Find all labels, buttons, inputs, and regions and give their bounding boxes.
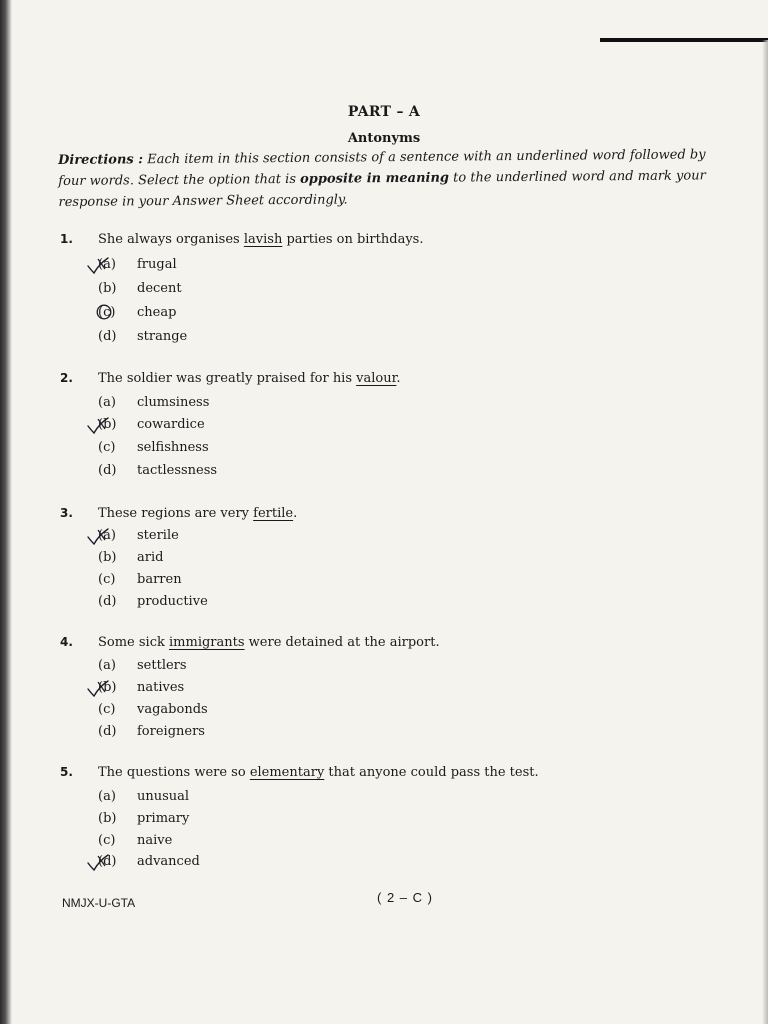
option-text: strange [137, 329, 188, 344]
option-text: unusual [137, 789, 190, 804]
question-number: 5. [60, 765, 73, 779]
question-text: Some sick immigrants were detained at the airport. [98, 635, 440, 650]
option-text: barren [137, 572, 182, 587]
underlined-word: fertile [253, 506, 294, 521]
option-letter: (a) [98, 257, 116, 272]
option-letter: (c) [98, 833, 116, 848]
option-letter: (d) [98, 463, 117, 478]
question-text: These regions are very fertile. [98, 506, 298, 521]
option-letter: (b) [98, 680, 117, 695]
question-number: 4. [60, 635, 73, 649]
option-b[interactable] [98, 550, 163, 565]
option-c[interactable] [98, 833, 172, 848]
scan-edge-top [600, 38, 768, 42]
option-letter: (c) [98, 572, 116, 587]
directions-text-before: Each item in this section consists of a sentence with an underlined word followed by four words. Select the option that is [58, 147, 706, 189]
option-letter: (d) [98, 724, 117, 739]
question-text: The soldier was greatly praised for his valour. [98, 371, 401, 386]
handwritten-tick-mark [86, 852, 110, 872]
option-c[interactable] [98, 440, 209, 455]
handwritten-tick-mark [86, 415, 110, 435]
scan-shadow-right [762, 40, 768, 1024]
question-text: She always organises lavish parties on birthdays. [98, 232, 424, 247]
option-b[interactable] [98, 417, 205, 432]
option-text: naive [137, 833, 173, 848]
option-a[interactable] [98, 257, 177, 272]
directions-lead: Directions : [58, 152, 144, 168]
option-text: advanced [137, 854, 200, 869]
option-b[interactable] [98, 811, 189, 826]
option-text: decent [137, 281, 182, 296]
option-letter: (b) [98, 550, 117, 565]
handwritten-tick-mark [86, 678, 110, 698]
handwritten-circle-mark [96, 304, 112, 320]
option-a[interactable] [98, 528, 179, 543]
option-text: clumsiness [137, 395, 210, 410]
question-number: 3. [60, 506, 73, 520]
option-letter: (c) [98, 305, 116, 320]
option-text: arid [137, 550, 164, 565]
option-text: foreigners [137, 724, 205, 739]
option-letter: (b) [98, 811, 117, 826]
option-d[interactable] [98, 329, 187, 344]
underlined-word: lavish [243, 232, 283, 247]
option-text: cheap [137, 305, 177, 320]
option-text: frugal [137, 257, 177, 272]
option-text: cowardice [137, 417, 205, 432]
question-number: 1. [60, 232, 73, 246]
option-c[interactable] [98, 702, 208, 717]
option-a[interactable] [98, 395, 209, 410]
option-letter: (d) [98, 594, 117, 609]
option-a[interactable] [98, 789, 189, 804]
option-letter: (a) [98, 658, 116, 673]
underlined-word: immigrants [169, 635, 245, 650]
option-text: tactlessness [137, 463, 218, 478]
option-text: selfishness [137, 440, 209, 455]
option-d[interactable] [98, 594, 208, 609]
option-d[interactable] [98, 724, 205, 739]
question-text: The questions were so elementary that anyone could pass the test. [98, 765, 539, 780]
option-letter: (d) [98, 329, 117, 344]
paper-code: NMJX-U-GTA [62, 896, 136, 910]
option-letter: (b) [98, 281, 117, 296]
option-letter: (c) [98, 440, 116, 455]
option-letter: (d) [98, 854, 117, 869]
option-b[interactable] [98, 281, 182, 296]
page-number: ( 2 – C ) [377, 890, 433, 905]
option-b[interactable] [98, 680, 184, 695]
handwritten-tick-mark [86, 255, 110, 275]
directions-emphasis: opposite in meaning [300, 170, 450, 187]
option-letter: (a) [98, 395, 116, 410]
question-number: 2. [60, 371, 73, 385]
option-c[interactable] [98, 572, 182, 587]
option-letter: (b) [98, 417, 117, 432]
option-text: natives [137, 680, 185, 695]
underlined-word: valour [356, 371, 397, 386]
option-letter: (a) [98, 528, 116, 543]
option-c[interactable] [98, 305, 176, 320]
option-text: primary [137, 811, 190, 826]
option-text: productive [137, 594, 208, 609]
option-letter: (a) [98, 789, 116, 804]
directions-text-after: to the underlined word and mark your response in your Answer Sheet accordingly. [58, 168, 706, 210]
underlined-word: elementary [249, 765, 325, 780]
option-a[interactable] [98, 658, 187, 673]
directions-paragraph [58, 144, 734, 213]
option-d[interactable] [98, 463, 217, 478]
section-title: Antonyms [347, 131, 421, 146]
part-title: PART – A [347, 104, 421, 120]
scan-shadow-left [0, 0, 12, 1024]
handwritten-tick-mark [86, 526, 110, 546]
option-text: sterile [137, 528, 179, 543]
option-text: settlers [137, 658, 187, 673]
option-letter: (c) [98, 702, 116, 717]
option-text: vagabonds [137, 702, 208, 717]
option-d[interactable] [98, 854, 200, 869]
